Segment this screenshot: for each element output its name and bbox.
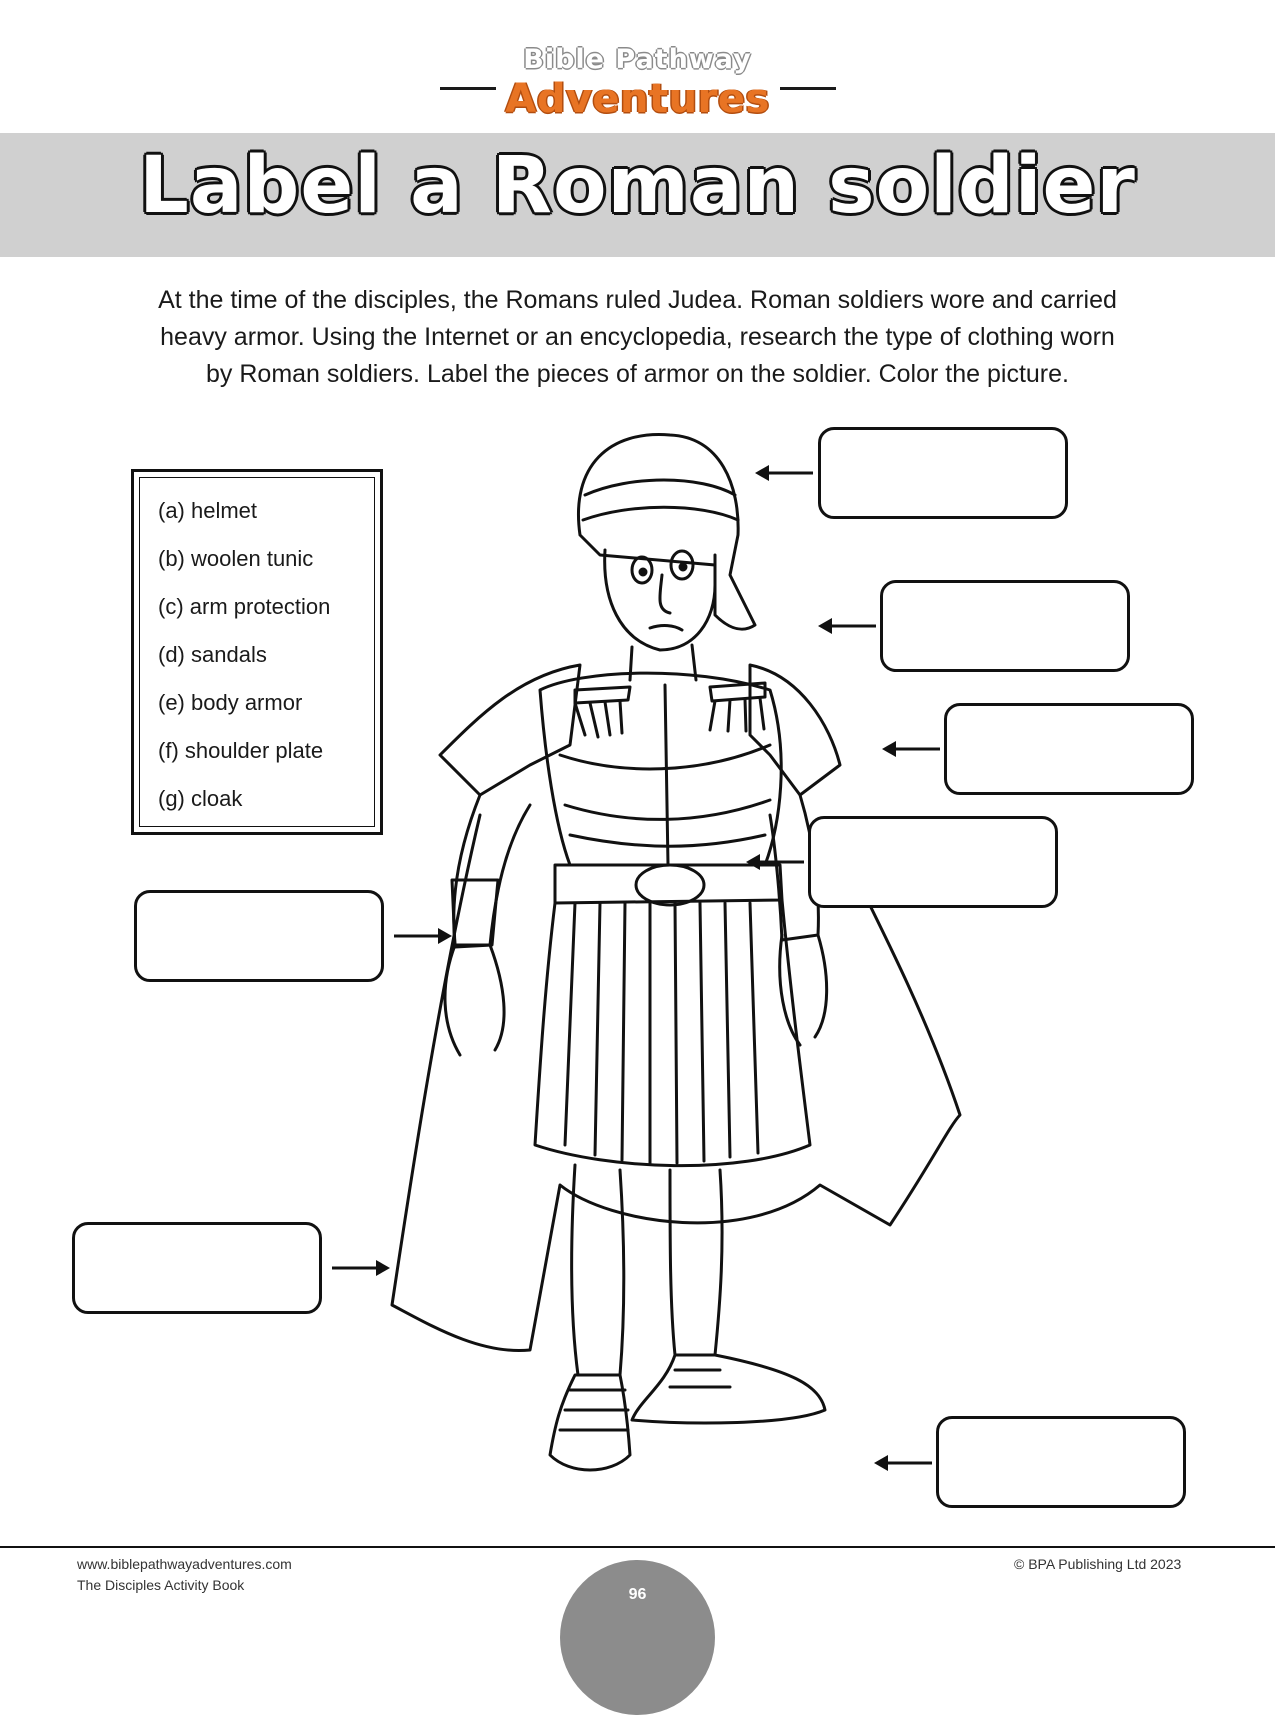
answer-box[interactable] bbox=[72, 1222, 322, 1314]
arrow-right-icon bbox=[330, 1257, 390, 1279]
logo-top-text: Bible Pathway bbox=[523, 44, 752, 75]
word-bank-item: (d) sandals bbox=[158, 642, 267, 667]
instructions-line: heavy armor. Using the Internet or an encyclopedia, research the type of clothing worn bbox=[160, 323, 1115, 351]
answer-box[interactable] bbox=[880, 580, 1130, 672]
page-number-tab bbox=[560, 1560, 715, 1715]
word-bank-item: (b) woolen tunic bbox=[158, 546, 314, 571]
answer-box[interactable] bbox=[808, 816, 1058, 908]
instructions bbox=[80, 282, 1195, 393]
answer-box[interactable] bbox=[134, 890, 384, 982]
instructions-line: At the time of the disciples, the Romans ruled Judea. Roman soldiers wore and carried bbox=[158, 286, 1117, 314]
sandal-right bbox=[632, 1355, 825, 1423]
word-bank-item: (e) body armor bbox=[158, 690, 303, 715]
arrow-left-icon bbox=[755, 462, 815, 484]
logo-bottom-text: Adventures bbox=[505, 76, 770, 122]
footer-website: www.biblepathwayadventures.com bbox=[77, 1556, 292, 1572]
instructions-line: by Roman soldiers. Label the pieces of armor on the soldier. Color the picture. bbox=[206, 360, 1069, 388]
arrow-right-icon bbox=[392, 925, 452, 947]
word-bank-item: (a) helmet bbox=[158, 498, 258, 523]
arrow-left-icon bbox=[746, 851, 806, 873]
word-bank bbox=[131, 469, 383, 835]
helmet bbox=[578, 435, 755, 630]
answer-box[interactable] bbox=[936, 1416, 1186, 1508]
arrow-left-icon bbox=[818, 615, 878, 637]
leg-right bbox=[670, 1170, 722, 1355]
word-bank-item: (c) arm protection bbox=[158, 594, 331, 619]
answer-box[interactable] bbox=[818, 427, 1068, 519]
word-bank-item: (g) cloak bbox=[158, 786, 243, 811]
footer-book-title: The Disciples Activity Book bbox=[77, 1577, 245, 1593]
arrow-left-icon bbox=[882, 738, 942, 760]
page-title: Label a Roman soldier bbox=[139, 141, 1136, 231]
footer-rule bbox=[0, 1546, 1275, 1548]
word-bank-item: (f) shoulder plate bbox=[158, 738, 324, 763]
page-number: 96 bbox=[628, 1586, 647, 1603]
arrow-left-icon bbox=[874, 1452, 934, 1474]
arm-left bbox=[454, 795, 530, 945]
answer-box[interactable] bbox=[944, 703, 1194, 795]
footer-copyright: © BPA Publishing Ltd 2023 bbox=[1014, 1556, 1182, 1572]
woolen-tunic bbox=[535, 900, 810, 1166]
